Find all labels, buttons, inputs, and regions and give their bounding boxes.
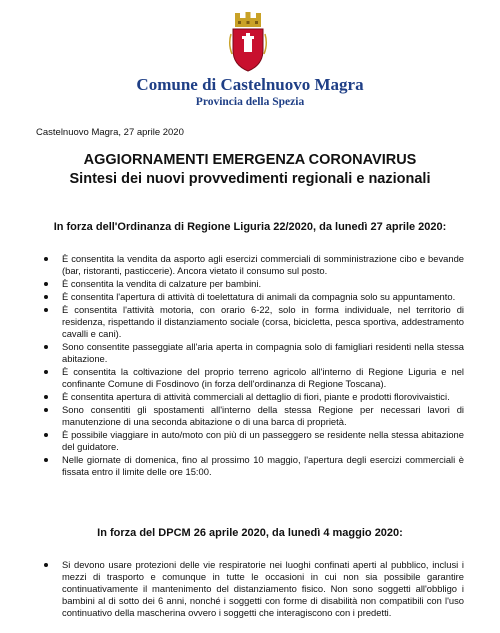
- list-item-text: È consentita la vendita da asporto agli esercizi commerciali di somministrazione cibo e bevande (bar, ristoranti, pasticcerie). Ancora vietato il consumo sul posto.: [62, 253, 464, 276]
- bullet-icon: [44, 458, 48, 462]
- list-item: [62, 454, 464, 478]
- regional-measures-list: [62, 253, 464, 479]
- municipal-crest-icon: [228, 10, 268, 74]
- list-item-text: È consentita la coltivazione del proprio terreno agricolo all'interno di Regione Liguria e nel confinante Comune di Fosdinovo (in forza dell'ordinanza di Regione Toscana).: [62, 366, 464, 389]
- place-date: Castelnuovo Magra, 27 aprile 2020: [36, 127, 184, 138]
- bullet-icon: [44, 433, 48, 437]
- list-item: [62, 366, 464, 390]
- list-item: [62, 559, 464, 619]
- section-heading-regional: In forza dell'Ordinanza di Regione Liguria 22/2020, da lunedì 27 aprile 2020:: [53, 221, 447, 233]
- bullet-icon: [44, 295, 48, 299]
- list-item-text: È consentita l'attività motoria, con orario 6-22, solo in forma individuale, nel territorio di residenza, rispettando il distanziamento sociale (corsa, bicicletta, pesca sportiva, addestramento cavalli e cani).: [62, 304, 464, 339]
- bullet-icon: [44, 308, 48, 312]
- bullet-icon: [44, 345, 48, 349]
- bullet-icon: [44, 370, 48, 374]
- list-item-text: Sono consentiti gli spostamenti all'interno della stessa Regione per necessari lavori di manutenzione di una seconda abitazione o di una barca di proprietà.: [62, 404, 464, 427]
- list-item-text: Nelle giornate di domenica, fino al prossimo 10 maggio, l'apertura degli esercizi commerciali è fissata entro il limite delle ore 15:00.: [62, 454, 464, 477]
- section-heading-national: In forza del DPCM 26 aprile 2020, da lunedì 4 maggio 2020:: [97, 527, 403, 539]
- list-item: [62, 391, 464, 403]
- list-item-text: È consentita l'apertura di attività di toelettatura di animali da compagnia solo su appuntamento.: [62, 291, 456, 302]
- document-title: AGGIORNAMENTI EMERGENZA CORONAVIRUS: [83, 152, 417, 168]
- bullet-icon: [44, 395, 48, 399]
- list-item: [62, 429, 464, 453]
- list-item: [62, 291, 464, 303]
- list-item-text: Sono consentite passeggiate all'aria aperta in compagnia solo di famigliari residenti nella stessa abitazione.: [62, 341, 464, 364]
- national-measures-list: [62, 559, 464, 620]
- bullet-icon: [44, 257, 48, 261]
- list-item-text: È possibile viaggiare in auto/moto con più di un passeggero se residente nella stessa abitazione del guidatore.: [62, 429, 464, 452]
- list-item-text: È consentita la vendita di calzature per bambini.: [62, 278, 262, 289]
- municipality-name: Comune di Castelnuovo Magra: [136, 75, 364, 94]
- bullet-icon: [44, 563, 48, 567]
- province-name: Provincia della Spezia: [195, 96, 305, 108]
- list-item: [62, 253, 464, 277]
- document-subtitle: Sintesi dei nuovi provvedimenti regionali e nazionali: [69, 171, 431, 187]
- list-item-text: È consentita apertura di attività commerciali al dettaglio di fiori, piante e prodotti florovivaistici.: [62, 391, 450, 402]
- list-item: [62, 304, 464, 340]
- list-item-text: Si devono usare protezioni delle vie respiratorie nei luoghi confinati aperti al pubblico, inclusi i mezzi di trasporto e comunque in tutte le occasioni in cui non sia possibile garantire continuativamente il mantenimento del distanziamento fisico. Non sono soggetti all'obbligo i bambini al di sotto dei 6 anni, nonché i soggetti con forme di disabilità non compatibili con l'uso continuativo della mascherina ovvero i soggetti che interagiscono con i predetti.: [62, 559, 464, 618]
- bullet-icon: [44, 282, 48, 286]
- list-item: [62, 278, 464, 290]
- list-item: [62, 341, 464, 365]
- bullet-icon: [44, 408, 48, 412]
- list-item: [62, 404, 464, 428]
